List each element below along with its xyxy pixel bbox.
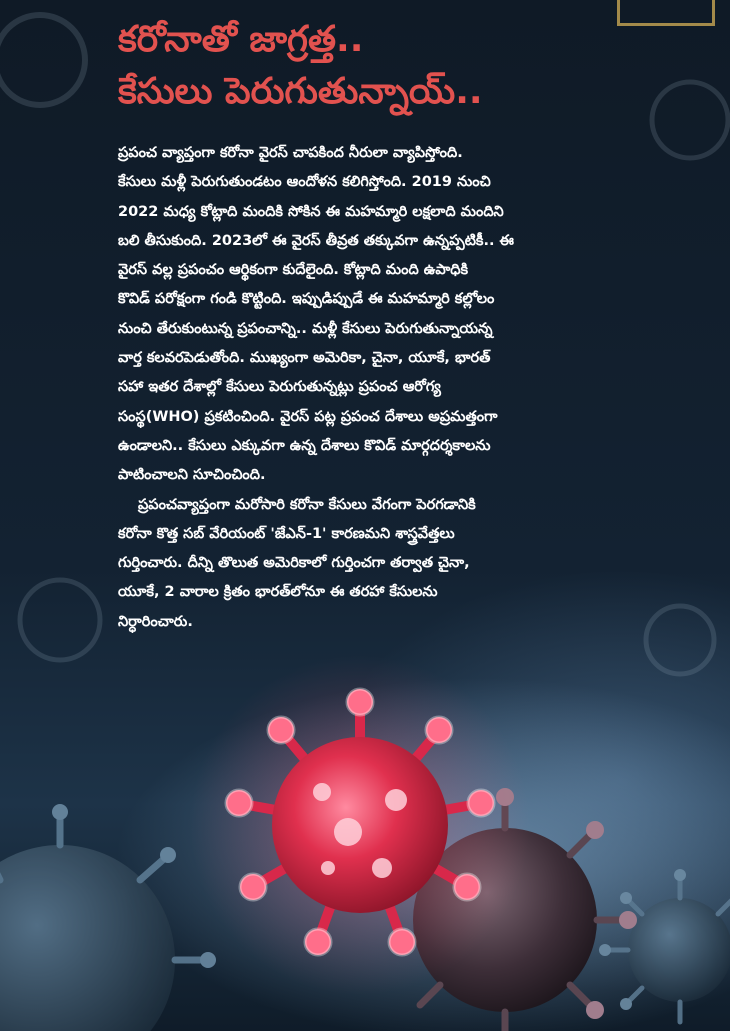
text-line: ప్రపంచవ్యాప్తంగా మరోసారి కరోనా కేసులు వేగంగా పెరగడానికి (138, 496, 476, 513)
text-line: ప్రపంచ వ్యాప్తంగా కరోనా వైరస్ చాపకింద నీరులా వ్యాపిస్తోంది. (118, 145, 463, 161)
text-line: 2022 మధ్య కోట్లాది మందికి సోకిన ఈ మహమ్మారి లక్షలాది మందిని (118, 203, 504, 220)
headline-line-2: కేసులు పెరుగుతున్నాయ్.. (118, 71, 483, 112)
text-line: నుంచి తేరుకుంటున్న ప్రపంచాన్ని.. మళ్లీ కేసులు పెరుగుతున్నాయన్న (118, 320, 493, 337)
text-line: కేసులు మళ్లీ పెరుగుతుండటం ఆందోళన కలిగిస్తోంది. 2019 నుంచి (118, 174, 491, 191)
background-virus-left (0, 804, 216, 1031)
text-line: బలి తీసుకుంది. 2023లో ఈ వైరస్ తీవ్రత తక్కువగా ఉన్నప్పటికీ.. ఈ (118, 232, 514, 249)
text-line: ఉండాలని.. కేసులు ఎక్కువగా ఉన్న దేశాలు కొవిడ్ మార్గదర్శకాలను (118, 437, 491, 454)
text-line: వార్త కలవరపెడుతోంది. ముఖ్యంగా అమెరికా, చైనా, యూకే, భారత్ (118, 350, 491, 367)
headline (118, 14, 658, 118)
text-line: కొవిడ్ పరోక్షంగా గండి కొట్టింది. ఇప్పుడిప్పుడే ఈ మహమ్మారి కల్లోలం (118, 291, 495, 308)
text-line: సహా ఇతర దేశాల్లో కేసులు పెరుగుతున్నట్లు ప్రపంచ ఆరోగ్య (118, 379, 441, 396)
text-line: యూకే, 2 వారాల క్రితం భారత్‌లోనూ ఈ తరహా కేసులను (118, 584, 438, 601)
text-line: సంస్థ(WHO) ప్రకటించింది. వైరస్ పట్ల ప్రపంచ దేశాలు అప్రమత్తంగా (118, 408, 498, 425)
paragraph-1 (118, 139, 623, 491)
red-virus (190, 655, 530, 995)
text-line: నిర్ధారించారు. (118, 613, 193, 630)
text-line: గుర్తించారు. దీన్ని తొలుత అమెరికాలో గుర్తించగా తర్వాత చైనా, (118, 555, 470, 572)
text-line: పాటించాలని సూచించింది. (118, 467, 266, 484)
text-line: కరోనా కొత్త సబ్ వేరియంట్ 'జేఎన్-1' కారణమని శాస్త్రవేత్తలు (118, 525, 455, 542)
background-virus-right (599, 869, 730, 1022)
text-line: వైరస్ వల్ల ప్రపంచం ఆర్థికంగా కుదేలైంది. కోట్లాది మంది ఉపాధికి (118, 262, 469, 279)
headline-line-1: కరోనాతో జాగ్రత్త.. (118, 19, 364, 60)
paragraph-2 (118, 491, 623, 637)
article-body (118, 139, 623, 637)
